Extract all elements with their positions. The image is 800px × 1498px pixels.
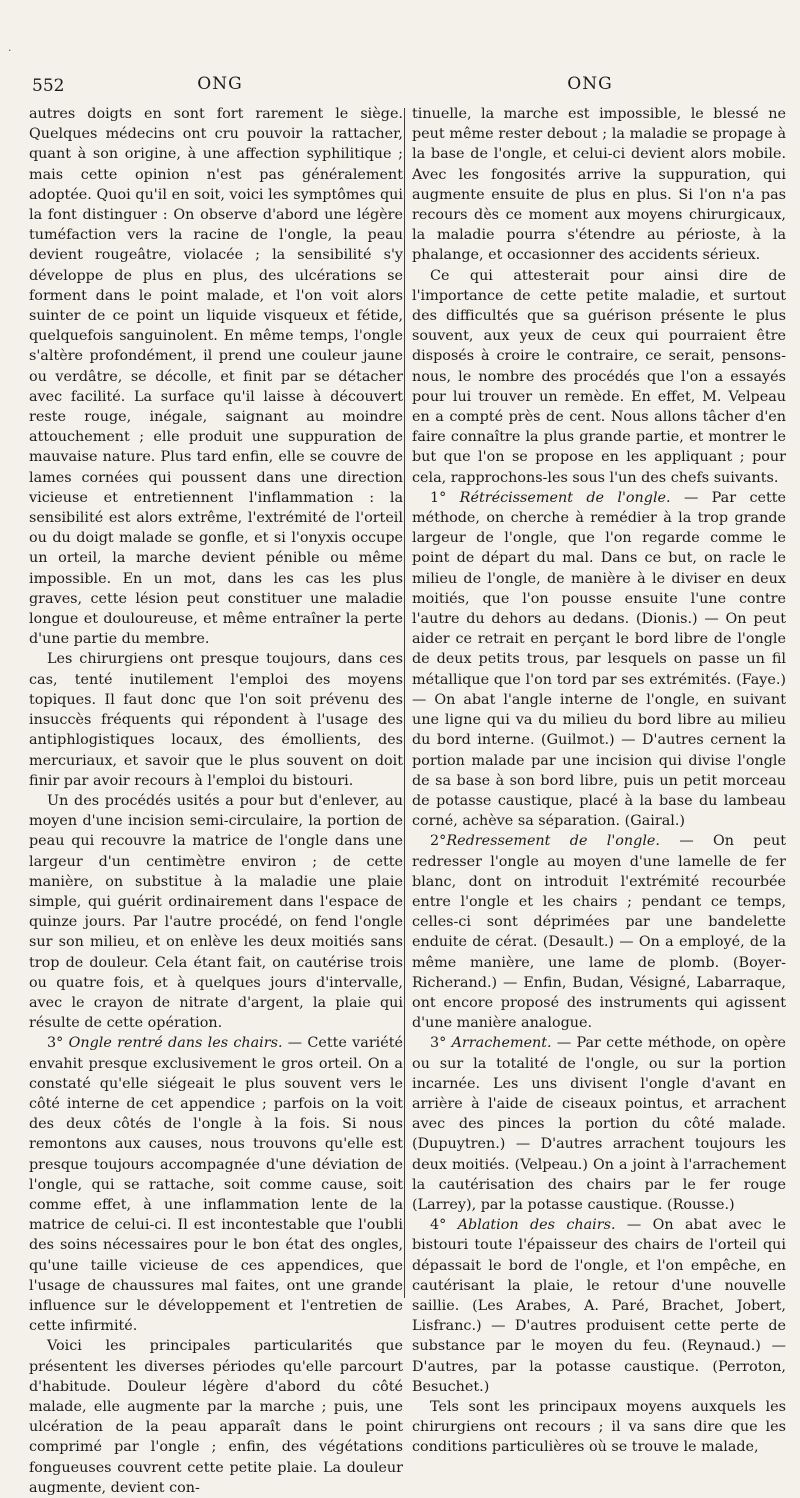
section-text: — Par cette méthode, on cherche à remédier à la trop grande largeur de l'ongle, que l'on regarde comme le point de départ du mal. Dans ce but, on racle le milieu de l'ongle, de manière à le diviser en deux moitiés, que l'on pousse ensuite l'une contre l'autre du dehors au dedans. (Dionis.) — On peut aider ce retrait en perçant le bord libre de l'ongle de deux petits trous, par lesquels on passe un fil métallique que l'on tord par ses extrémités. (Faye.) — On abat l'angle interne de l'ongle, en suivant une ligne qui va du milieu du bord libre au milieu du bord interne. (Guilmot.) — D'autres cernent la portion malade par une incision qui divise l'ongle de sa base à son bord libre, puis un petit morceau de potasse caustique, placé à la base du lambeau corné, achève sa séparation. (Gairal.) [412, 489, 786, 830]
page-header [0, 74, 800, 104]
section-paragraph [29, 1033, 403, 1336]
section-title: Arrachement. [451, 1035, 552, 1052]
section-text: — Par cette méthode, on opère ou sur la totalité de l'ongle, ou sur la portion incarnée. Les uns divisent l'ongle d'avant en arrière à l'aide de ciseaux pointus, et arrachent avec des pinces la portion du côté malade. (Dupuytren.) — D'autres arrachent toujours les deux moitiés. (Velpeau.) On a joint à l'arrachement la cautérisation des chairs par le fer rouge (Larrey), par la potasse caustique. (Rousse.) [412, 1035, 786, 1213]
section-title: Redressement de l'ongle. [446, 833, 660, 850]
running-head-left: ONG [197, 74, 243, 94]
column-divider [404, 108, 405, 1298]
section-number: 3° [47, 1035, 64, 1052]
paragraph: tinuelle, la marche est impossible, le blessé ne peut même rester debout ; la maladie se propage à la base de l'ongle, et celui-ci devient alors mobile. Avec les fongosités arrive la suppuration, qui augmente ensuite de plus en plus. Si l'on n'a pas recours dès ce moment aux moyens chirurgicaux, la maladie pourra s'étendre au périoste, à la phalange, et occasionner des accidents sérieux. [412, 106, 786, 264]
section-text: — On peut redresser l'ongle au moyen d'une lamelle de fer blanc, dont on introduit l'extrémité recourbée entre l'ongle et les chairs ; pendant ce temps, celles-ci sont déprimées par une bandelette enduite de cérat. (Desault.) — On a employé, de la même manière, une lame de plomb. (Boyer-Richerand.) — Enfin, Budan, Vésigné, Labarraque, ont encore proposé des instruments qui agissent d'une manière analogue. [412, 833, 786, 1032]
paragraph: Voici les principales particularités que présentent les diverses périodes qu'elle parcourt d'habitude. Douleur légère d'abord du côté malade, elle augmente par la marche ; puis, une ulcération de la peau apparaît dans le point comprimé par l'ongle ; enfin, des végétations fongueuses couvrent cette petite plaie. La douleur augmente, devient con- [29, 1338, 403, 1496]
section-number: 2° [430, 833, 447, 850]
paragraph: Les chirurgiens ont presque toujours, dans ces cas, tenté inutilement l'emploi des moyens topiques. Il faut donc que l'on soit prévenu des insuccès fréquents qui répondent à l'usage des antiphlogistiques locaux, des émollients, des mercuriaux, et savoir que le plus souvent on doit finir par avoir recours à l'emploi du bistouri. [29, 651, 403, 789]
paragraph: Tels sont les principaux moyens auxquels les chirurgiens ont recours ; il va sans dire que les conditions particulières où se trouve le malade, [412, 1399, 786, 1456]
paragraph: autres doigts en sont fort rarement le siège. Quelques médecins ont cru pouvoir la rattacher, quant à son origine, à une affection syphilitique ; mais cette opinion n'est pas généralement adoptée. Quoi qu'il en soit, voici les symptômes qui la font distinguer : On observe d'abord une légère tuméfaction vers la racine de l'ongle, la peau devient rougeâtre, violacée ; la sensibilité s'y développe de plus en plus, des ulcérations se forment dans le point malade, et l'on voit alors suinter de ce point un liquide visqueux et fétide, quelquefois sanguinolent. En même temps, l'ongle s'altère profondément, il prend une couleur jaune ou verdâtre, se décolle, et finit par se détacher avec facilité. La surface qu'il laisse à découvert reste rouge, inégale, saignant au moindre attouchement ; elle produit une suppuration de mauvaise nature. Plus tard enfin, elle se couvre de lames cornées qui poussent dans une direction vicieuse et entretiennent l'inflammation : la sensibilité est alors extrême, l'extrémité de l'orteil ou du doigt malade se gonfle, et si l'onyxis occupe un orteil, la marche devient pénible ou même impossible. En un mot, dans les cas les plus graves, cette lésion peut constituer une maladie longue et douloureuse, et même entraîner la perte d'une partie du membre. [29, 106, 403, 648]
section-title: Rétrécissement de l'ongle. [459, 489, 671, 506]
scan-mark: · [8, 44, 12, 57]
section-number: 1° [430, 489, 447, 506]
section-paragraph [412, 488, 786, 831]
section-paragraph [412, 1033, 786, 1215]
right-column [412, 104, 787, 1456]
section-number: 4° [430, 1217, 447, 1234]
section-text: — On abat avec le bistouri toute l'épaisseur des chairs de l'orteil qui dépassait le bord de l'ongle, et l'on empêche, en cautérisant la plaie, le retour d'une nouvelle saillie. (Les Arabes, A. Paré, Brachet, Jobert, Lisfranc.) — D'autres produisent cette perte de substance par le moyen du feu. (Reynaud.) — D'autres, par la potasse caustique. (Perroton, Besuchet.) [412, 1217, 787, 1395]
section-number: 3° [430, 1035, 447, 1052]
section-text: — Cette variété envahit presque exclusivement le gros orteil. On a constaté qu'elle siégeait le plus souvent vers le côté interne de cet appendice ; parfois on la voit des deux côtés de l'ongle à la fois. Si nous remontons aux causes, nous trouvons qu'elle est presque toujours accompagnée d'une déviation de l'ongle, qui se rattache, soit comme cause, soit comme effet, à une inflammation lente de la matrice de celui-ci. Il est incontestable que l'oubli des soins nécessaires pour le bon état des ongles, qu'une taille vicieuse de ces appendices, que l'usage de chaussures mal faites, ont une grande influence sur le développement et l'entretien de cette infirmité. [29, 1035, 403, 1335]
left-column [29, 104, 403, 1496]
paragraph: Un des procédés usités a pour but d'enlever, au moyen d'une incision semi-circulaire, la portion de peau qui recouvre la matrice de l'ongle dans une largeur d'un centimètre environ ; de cette manière, on substitue à la maladie une plaie simple, qui guérit ordinairement dans l'espace de quinze jours. Par l'autre procédé, on fend l'ongle sur son milieu, et on enlève les deux moitiés sans trop de douleur. Cela étant fait, on cautérise trois ou quatre fois, et à quelques jours d'intervalle, avec le crayon de nitrate d'argent, la plaie qui résulte de cette opération. [29, 792, 403, 1032]
running-head-right: ONG [567, 74, 613, 94]
section-title: Ongle rentré dans les chairs. [68, 1035, 283, 1052]
section-paragraph [412, 831, 786, 1033]
section-title: Ablation des chairs. [457, 1217, 616, 1234]
section-paragraph [412, 1215, 786, 1397]
page-number: 552 [32, 76, 65, 96]
paragraph: Ce qui attesterait pour ainsi dire de l'importance de cette petite maladie, et surtout des difficultés que sa guérison présente le plus souvent, aux yeux de ceux qui pourraient être disposés à croire le contraire, ce serait, pensons-nous, le nombre des procédés que l'on a essayés pour lui trouver un remède. En effet, M. Velpeau en a compté près de cent. Nous allons tâcher d'en faire connaître la plus grande partie, et montrer le but que l'on se propose en les appliquant ; pour cela, rapprochons-les sous l'un des chefs suivants. [412, 267, 786, 486]
